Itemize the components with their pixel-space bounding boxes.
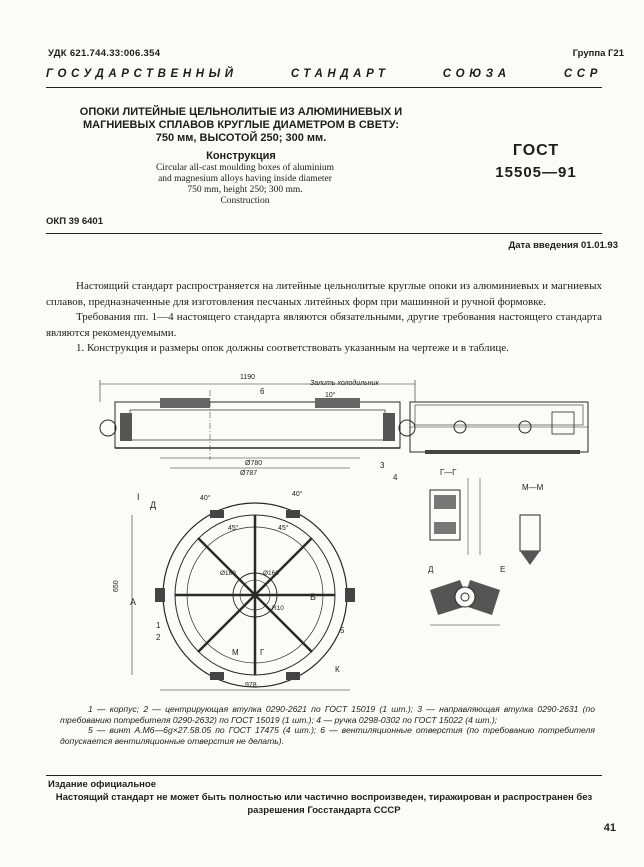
copyright-line: разрешения Госстандарта СССР xyxy=(247,805,401,816)
position-label: 6 xyxy=(260,387,265,396)
english-title-line: and magnesium alloys having inside diameter xyxy=(158,174,332,184)
view-label: Д xyxy=(428,565,434,574)
banner-divider xyxy=(46,87,602,88)
section-gg xyxy=(430,478,480,555)
section-label: Г—Г xyxy=(440,468,457,477)
body-paragraph: Настоящий стандарт распространяется на литейные цельнолитые круглые опоки из алюминиевых и магниевых сплавов, предназначенные для изготовления песчаных литейных форм при машинной и ручной формовке. xyxy=(46,280,602,308)
view-label: К xyxy=(335,665,340,674)
legend-paragraph: 1 — корпус; 2 — центрирующая втулка 0290-2621 по ГОСТ 15019 (1 шт.); 3 — направляющая втулка 0290-2631 (по требованию потребителя 0290-2632) по ГОСТ 15019 (1 шт.); 4 — ручка 0298-0302 по ГОСТ 15022 (4 шт.); xyxy=(60,704,595,725)
dimension-height: 650 xyxy=(113,580,120,592)
body-text xyxy=(46,279,602,357)
technical-drawing xyxy=(60,350,600,698)
hole-diameter-label: Ø180 xyxy=(220,570,236,577)
english-title-line: Construction xyxy=(220,196,270,206)
position-label: 4 xyxy=(393,473,398,482)
introduction-date: Дата введения 01.01.93 xyxy=(508,240,618,251)
view-label: I xyxy=(137,492,140,502)
body-paragraph: Требования пп. 1—4 настоящего стандарта являются обязательными, другие требования настоящего стандарта являются рекомендуемыми. xyxy=(46,311,602,339)
banner-word: СТАНДАРТ xyxy=(290,68,390,80)
copyright-notice xyxy=(46,791,602,817)
plan-view xyxy=(132,503,355,690)
page-number: 41 xyxy=(603,822,616,834)
angle-label: 40° xyxy=(200,495,211,502)
view-label: Г xyxy=(260,648,265,657)
document-subtitle: Конструкция xyxy=(206,150,276,162)
edition-label: Издание официальное xyxy=(48,779,156,790)
radius-label: R10 xyxy=(272,605,284,612)
banner-word: ССР xyxy=(563,68,602,80)
position-label: 3 xyxy=(380,461,385,470)
document-title xyxy=(46,106,436,145)
view-label: А xyxy=(130,597,137,607)
title-line: МАГНИЕВЫХ СПЛАВОВ КРУГЛЫЕ ДИАМЕТРОМ В СВЕТУ: xyxy=(82,119,399,131)
angle-label: 10° xyxy=(325,392,336,399)
section-view xyxy=(100,380,415,468)
drawing-legend xyxy=(60,704,595,746)
pour-chill-label: Залить холодильник xyxy=(310,380,379,387)
dimension-inner-diameter: Ø780 xyxy=(245,460,263,467)
english-title xyxy=(100,163,390,207)
view-label: Д xyxy=(150,500,157,510)
group-code: Группа Г21 xyxy=(572,48,624,59)
dimension-inner-diameter-2: Ø787 xyxy=(240,470,258,477)
angle-label: 45° xyxy=(278,525,289,532)
gost-designation xyxy=(468,142,604,181)
detail-view-de xyxy=(430,580,500,625)
angle-label: 40° xyxy=(292,491,303,498)
state-standard-banner xyxy=(46,68,602,80)
position-label: 5 xyxy=(340,626,345,635)
position-label: 2 xyxy=(156,633,161,642)
banner-word: ГОСУДАРСТВЕННЫЙ xyxy=(46,68,238,80)
udk-code: УДК 621.744.33:006.354 xyxy=(48,48,161,59)
angle-label: 45° xyxy=(228,525,239,532)
section-mm xyxy=(520,515,540,565)
view-label: Е xyxy=(500,565,506,574)
hole-diameter-label: Ø160 xyxy=(263,570,279,577)
copyright-line: Настоящий стандарт не может быть полностью или частично воспроизведен, тиражирован и распространен без xyxy=(55,792,593,803)
banner-word: СОЮЗА xyxy=(442,68,511,80)
okp-code: ОКП 39 6401 xyxy=(46,216,103,227)
section-label: М—М xyxy=(522,483,544,492)
english-title-line: 750 mm, height 250; 300 mm. xyxy=(187,185,303,195)
body-paragraph: 1. Конструкция и размеры опок должны соответствовать указанным на чертеже и в таблице. xyxy=(76,342,509,354)
english-title-line: Circular all-cast moulding boxes of aluminium xyxy=(155,163,335,173)
view-label: Б xyxy=(310,592,316,602)
gost-label: ГОСТ xyxy=(512,142,560,159)
dimension-overall-width: 1190 xyxy=(240,374,256,381)
header-divider xyxy=(46,233,602,234)
gost-number: 15505—91 xyxy=(495,164,577,181)
dimension-bottom-width: 978 xyxy=(245,682,257,689)
title-line: ОПОКИ ЛИТЕЙНЫЕ ЦЕЛЬНОЛИТЫЕ ИЗ АЛЮМИНИЕВЫХ И xyxy=(79,106,403,118)
title-line: 750 мм, ВЫСОТОЙ 250; 300 мм. xyxy=(155,132,327,144)
legend-paragraph: 5 — винт А.М6—6g×27.58.05 по ГОСТ 17475 (4 шт.); 6 — вентиляционные отверстия (по требованию потребителя допускается вентиляционные отверстия не делать). xyxy=(60,725,595,746)
side-view xyxy=(410,402,588,454)
position-label: 1 xyxy=(156,621,161,630)
view-label: М xyxy=(232,648,239,657)
footer-divider xyxy=(46,775,602,776)
